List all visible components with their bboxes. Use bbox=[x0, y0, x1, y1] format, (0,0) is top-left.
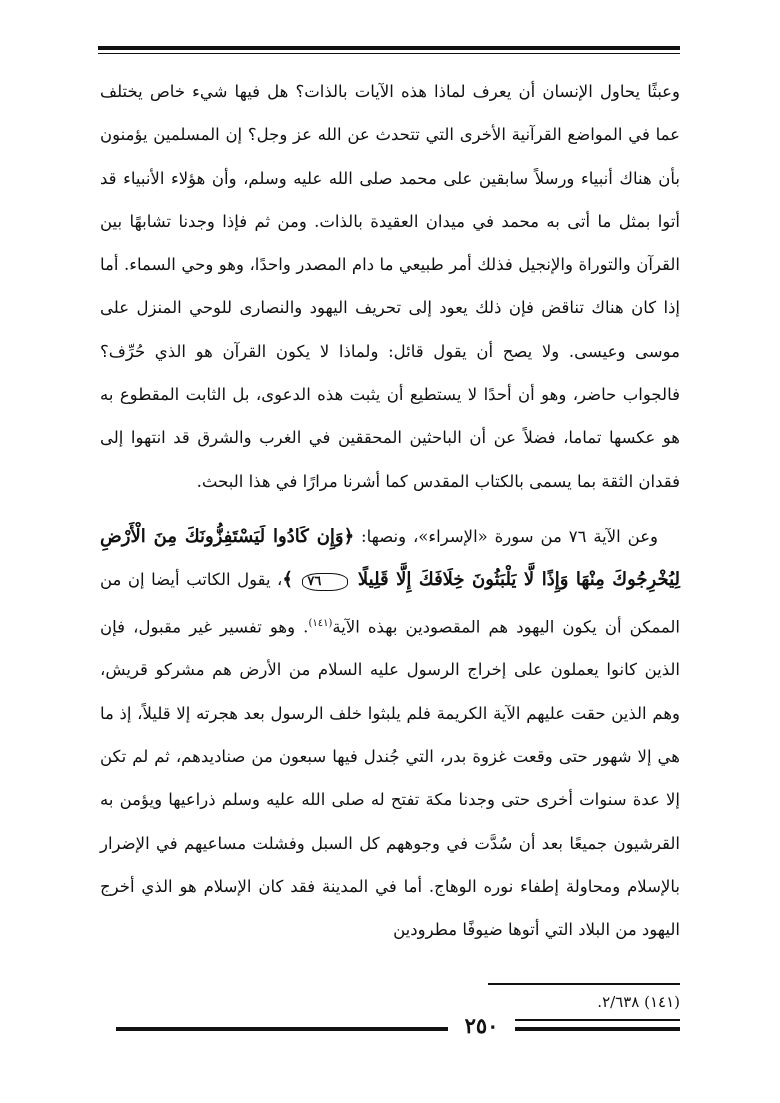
footer-rule-left bbox=[116, 1027, 448, 1031]
footer-rule-thin bbox=[515, 1019, 680, 1021]
footnote-141: (١٤١) ٢/٦٣٨. bbox=[597, 993, 680, 1011]
header-rule-thick bbox=[98, 46, 680, 50]
paragraph-2-intro: وعن الآية ٧٦ من سورة «الإسراء»، ونصها: bbox=[361, 526, 659, 546]
footer-rule-right bbox=[515, 1027, 680, 1031]
page-number: ٢٥٠ bbox=[464, 1013, 499, 1038]
quran-bracket-open: ﴿ bbox=[343, 525, 355, 547]
footnote-reference: (١٤١) bbox=[308, 617, 333, 629]
paragraph-1: وعبثًا يحاول الإنسان أن يعرف لماذا هذه الآيات بالذات؟ هل فيها شيء خاص يختلف عما في المواضع القرآنية الأخرى التي تتحدث عن الله عز وجل؟ إن المسلمين يؤمنون بأن هناك أنبياء ورسلاً سابقين على محمد صلى الله عليه وسلم، وأن هؤلاء الأنبياء قد أتوا بمثل ما أتى به محمد في ميدان العقيدة بالذات. ومن ثم فإذا وجدنا تشابهًا بين القرآن والتوراة والإنجيل فذلك أمر طبيعي ما دام المصدر واحدًا، وهو وحي السماء. أما إذا كان هناك تناقض فإن ذلك يعود إلى تحريف اليهود والنصارى للوحي المنزل على موسى وعيسى. ولا يصح أن يقول قائل: ولماذا لا يكون القرآن هو الذي حُرِّف؟ فالجواب حاضر، وهو أن أحدًا لا يستطيع أن يثبت هذه الدعوى، بل الثابت المقطوع به هو عكسها تماما، فضلاً عن أن الباحثين المحققين في الغرب والشرق قد انتهوا إلى فقدان الثقة بما يسمى بالكتاب المقدس كما أشرنا مرارًا في هذا البحث. bbox=[100, 82, 680, 491]
footnote-separator bbox=[488, 983, 680, 985]
header-rule-thin bbox=[98, 53, 680, 54]
quran-bracket-close: ﴾ bbox=[282, 569, 293, 591]
quran-verse: وَإِن كَادُوا لَيَسْتَفِزُّونَكَ مِنَ الْأَرْضِ لِيُخْرِجُوكَ مِنْهَا وَإِذًا لَّا يَلْبَثُونَ خِلَافَكَ إِلَّا قَلِيلًا bbox=[100, 525, 681, 591]
paragraph-2-rest: ، يقول الكاتب أيضا إن من الممكن أن يكون اليهود هم المقصودين بهذه الآية bbox=[100, 570, 681, 637]
paragraph-2 bbox=[100, 515, 680, 951]
page-body bbox=[100, 70, 680, 951]
ayah-number-marker: ٧٦ bbox=[302, 573, 348, 591]
paragraph-2-tail: . وهو تفسير غير مقبول، فإن الذين كانوا يعملون على إخراج الرسول عليه السلام من الأرض هم مشركو قريش، وهم الذين حقت عليهم الآية الكريمة فلم يلبثوا خلف الرسول بعد هجرته إلا قليلاً، إذ ما هي إلا شهور حتى وقعت غزوة بدر، التي جُندل فيها سبعون من صناديدهم، ثم لم تكن إلا عدة سنوات أخرى حتى وجدنا مكة تفتح له صلى الله عليه وسلم ذراعيها ويؤمن به القرشيون جميعًا بعد أن سُدَّت في وجوههم كل السبل وفشلت مساعيهم في الإضرار بالإسلام ومحاولة إطفاء نوره الوهاج. أما في المدينة فقد كان الإسلام هو الذي أخرج اليهود من البلاد التي أتوها ضيوفًا مطرودين bbox=[100, 617, 680, 940]
